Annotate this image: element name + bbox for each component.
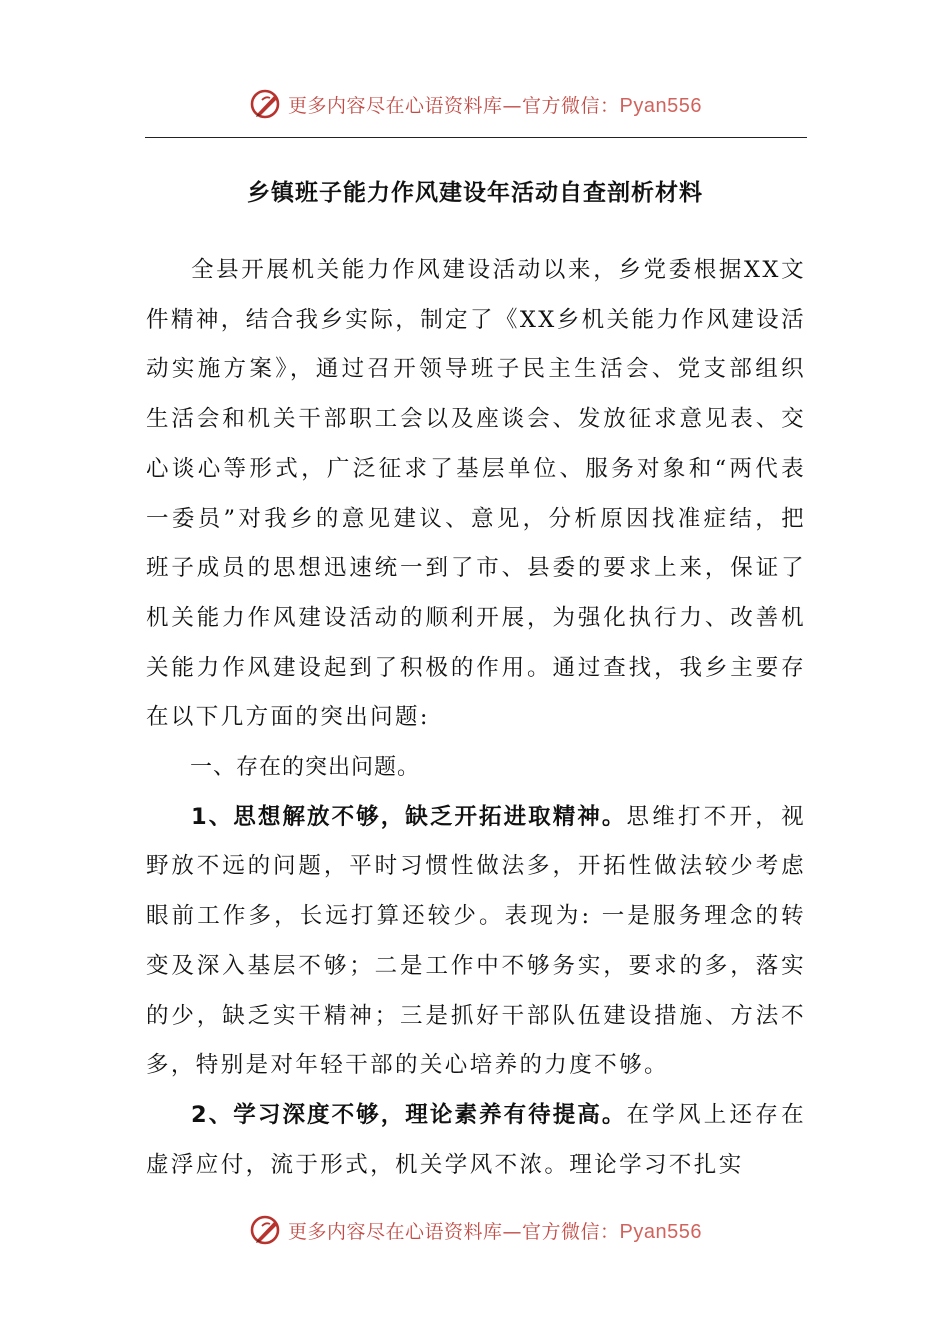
item-1-body: 思维打不开，视野放不远的问题，平时习惯性做法多，开拓性做法较少考虑眼前工作多，长远打算还较少。表现为: 一是服务理念的转变及深入基层不够；二是工作中不够务实，要求的多，落实的少，缺乏实干精神；三是抓好干部队伍建设措施、方法不多，特别是对年轻干部的关心培养的力度不够。: [146, 803, 806, 1079]
watermark-header: [0, 82, 950, 126]
header-rule: [145, 137, 807, 138]
watermark-main: 更多内容尽在心语资料库: [288, 1220, 503, 1243]
pen-logo-icon: [248, 1212, 284, 1248]
section-heading: 一、存在的突出问题。: [190, 755, 421, 781]
watermark-label: 官方微信：: [522, 94, 620, 117]
item-1-title: 1、思想解放不够，缺乏开拓进取精神。: [191, 803, 627, 830]
watermark-label: 官方微信：: [522, 1220, 620, 1243]
watermark-main: 更多内容尽在心语资料库: [288, 94, 503, 117]
item-2-title: 2、学习深度不够，理论素养有待提高。: [191, 1101, 627, 1128]
watermark-dash: —: [502, 1220, 523, 1243]
watermark-text: [288, 1217, 702, 1244]
watermark-text: [288, 91, 702, 118]
watermark-footer: [0, 1208, 950, 1252]
watermark-dash: —: [502, 94, 523, 117]
item-2-paragraph: [146, 1091, 806, 1190]
pen-logo-icon: [248, 86, 284, 122]
document-title: 乡镇班子能力作风建设年活动自查剖析材料: [247, 180, 703, 206]
item-2-body: 在学风上还存在虚浮应付，流于形式，机关学风不浓。理论学习不扎实: [146, 1101, 806, 1178]
item-1-paragraph: [146, 793, 806, 1091]
document-body: [146, 246, 806, 1190]
intro-paragraph: 全县开展机关能力作风建设活动以来，乡党委根据XX文件精神，结合我乡实际，制定了《XX乡机关能力作风建设活动实施方案》，通过召开领导班子民主生活会、党支部组织生活会和机关干部职工会以及座谈会、发放征求意见表、交心谈心等形式，广泛征求了基层单位、服务对象和“两代表一委员”对我乡的意见建议、意见，分析原因找准症结，把班子成员的思想迅速统一到了市、县委的要求上来，保证了机关能力作风建设活动的顺利开展，为强化执行力、改善机关能力作风建设起到了积极的作用。通过查找，我乡主要存在以下几方面的突出问题:: [146, 257, 806, 731]
watermark-wechat: Pyan556: [619, 1220, 702, 1243]
watermark-wechat: Pyan556: [619, 94, 702, 117]
